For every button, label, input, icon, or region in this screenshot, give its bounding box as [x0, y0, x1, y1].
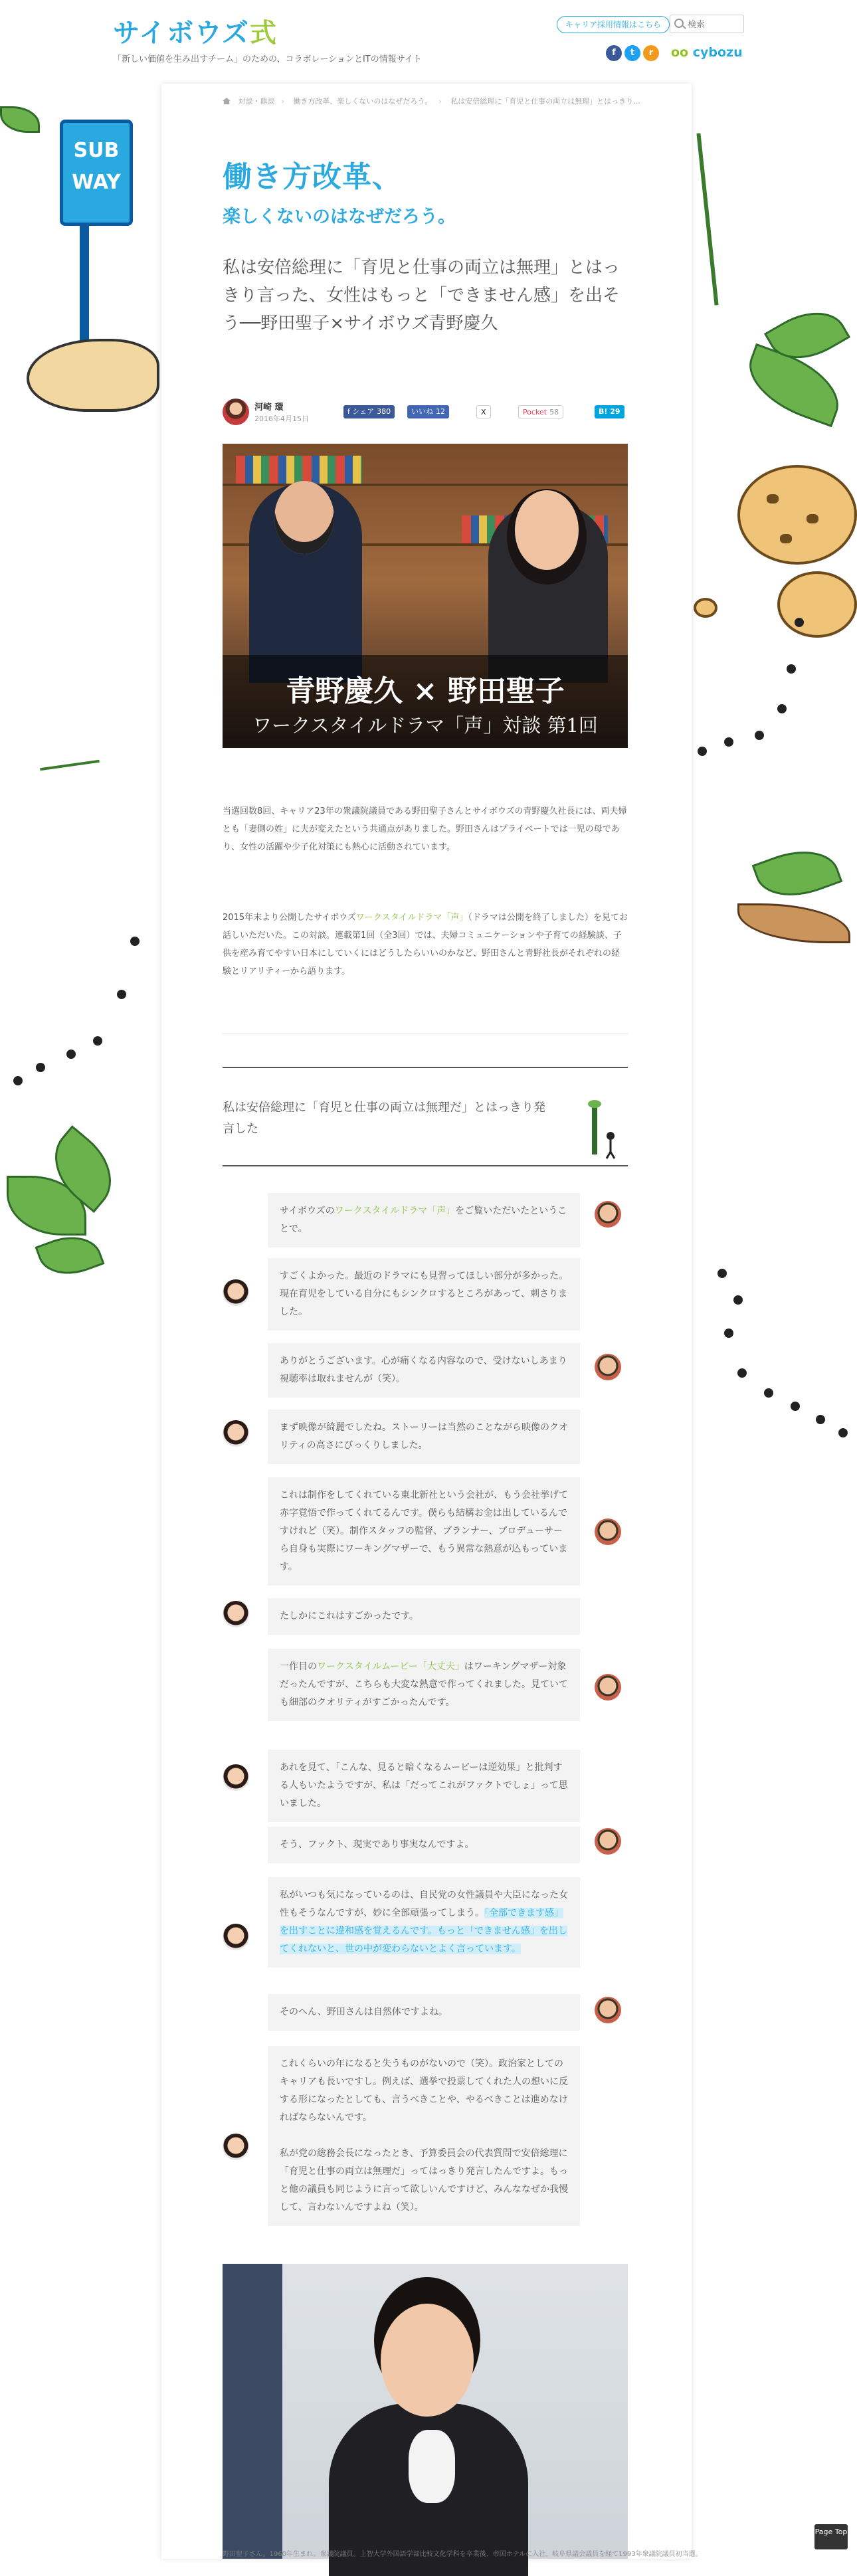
dialogue-bubble-aono: サイボウズのワークスタイルドラマ「声」をご覧いただいたということで。: [268, 1193, 580, 1247]
search-icon: [674, 19, 684, 28]
figure-illustration: [737, 1368, 747, 1378]
figure-illustration: [13, 1076, 23, 1085]
speaker-avatar-aono: [595, 1518, 621, 1545]
site-header: [0, 0, 853, 80]
page-top-button[interactable]: Page Top: [814, 2524, 848, 2549]
article-panel: [161, 84, 702, 2559]
figure-illustration: [787, 664, 796, 674]
figure-illustration: [777, 704, 787, 713]
figure-illustration: [724, 1329, 733, 1338]
dry-leaf-illustration: [737, 903, 850, 943]
figure-illustration: [117, 990, 126, 999]
breadcrumb: 対談・鼎談 › 働き方改革、楽しくないのはなぜだろう。 › 私は安倍総理に「育児と仕事の両立は無理」とはっきり...: [223, 96, 634, 106]
speaker-avatar-noda: [223, 2134, 249, 2160]
facebook-share-button[interactable]: f シェア 380: [343, 405, 395, 418]
hatena-bookmark-button[interactable]: B! 29: [595, 405, 624, 418]
figure-illustration: [764, 1388, 773, 1398]
dialogue-bubble-aono: ありがとうございます。心が痛くなる内容なので、受けないしあまり視聴率は取れませんが（笑）。: [268, 1343, 580, 1398]
dialogue-bubble-noda: たしかにこれはすごかったです。: [268, 1598, 580, 1635]
section-heading: [223, 1067, 628, 1166]
figure-illustration: [717, 1269, 727, 1278]
speaker-avatar-aono: [595, 1828, 621, 1855]
cybozu-logo[interactable]: oo cybozu: [671, 45, 743, 60]
speaker-avatar-noda: [223, 1420, 249, 1447]
author-name[interactable]: 河崎 環: [254, 403, 284, 413]
cookie-illustration: [737, 465, 857, 565]
drama-link[interactable]: ワークスタイルドラマ「声」: [355, 913, 468, 923]
article-title: 私は安倍総理に「育児と仕事の両立は無理」とはっきり言った、女性はもっと「できません感」を出そう──野田聖子×サイボウズ青野慶久: [223, 258, 620, 333]
dialogue-bubble-aono: そう、ファクト、現実であり事実なんですよ。: [268, 1827, 580, 1863]
speaker-avatar-aono: [595, 1201, 621, 1228]
leaf-illustration: [752, 838, 843, 909]
figure-illustration: [36, 1063, 45, 1072]
figure-illustration: [816, 1415, 825, 1424]
hero-caption-sub: ワークスタイルドラマ「声」対談 第1回: [252, 714, 598, 737]
home-icon[interactable]: [223, 98, 231, 104]
facebook-icon[interactable]: f: [606, 45, 622, 61]
breadcrumb-item[interactable]: 対談・鼎談: [238, 97, 275, 106]
breadcrumb-item: 私は安倍総理に「育児と仕事の両立は無理」とはっきり...: [450, 97, 640, 106]
search-input[interactable]: [688, 18, 741, 31]
career-link[interactable]: キャリア採用情報はこちら: [557, 16, 670, 33]
rss-icon[interactable]: r: [643, 45, 659, 61]
author-bar: [223, 399, 628, 428]
figure-illustration: [755, 731, 764, 740]
breadcrumb-item[interactable]: 働き方改革、楽しくないのはなぜだろう。: [293, 97, 432, 106]
cookie-illustration: [777, 571, 857, 638]
figure-illustration: [795, 618, 804, 627]
dialogue-bubble-noda: これくらいの年になると失うものがないので（笑）。政治家としてのキャリアも長いですし。例えば、選挙で投票してくれた人の想いに反する形になったとしても、言うべきことや、やるべきことは進めなければならないんです。 私が党の総務会長になったとき、予算委員会の代表質問で安倍総理に「育児と仕事の両立は無理だ」ってはっきり発言したんですよ。もっと他の議員も同じように言って欲しいんですけど、みんななぜか我慢して、言わないんですよね（笑）。: [268, 2046, 580, 2226]
figure-illustration: [130, 937, 140, 946]
hero-image: [223, 444, 628, 748]
crumb-illustration: [694, 598, 717, 618]
facebook-like-button[interactable]: いいね 12: [407, 405, 449, 418]
speaker-avatar-aono: [595, 1997, 621, 2023]
plant-stem-illustration: [696, 133, 718, 305]
twitter-icon[interactable]: t: [624, 45, 640, 61]
intro-paragraph: 当選回数8回、キャリア23年の衆議院議員である野田聖子さんとサイボウズの青野慶久社長には、両夫婦とも「妻側の姓」に夫が変えたという共通点がありました。野田さんはプライベートでは一児の母であり、女性の活躍や少子化対策にも熱心に活動されています。: [223, 806, 627, 852]
photo-caption: 野田聖子さん。1960年生まれ。衆議院議員。上智大学外国語学部比較文化学科を卒業後、帝国ホテルに入社。岐阜県議会議員を経て1993年衆議院議員初当選。: [223, 2551, 702, 2558]
hero-caption-main: 青野慶久 × 野田聖子: [286, 674, 565, 708]
speaker-avatar-aono: [595, 1354, 621, 1380]
subway-sign-illustration: SUB WAY: [60, 120, 133, 226]
figure-illustration: [581, 1095, 621, 1161]
figure-illustration: [698, 747, 707, 756]
drama-link[interactable]: ワークスタイルドラマ「声」: [334, 1206, 456, 1216]
figure-illustration: [791, 1402, 800, 1411]
dialogue-bubble-noda: 私がいつも気になっているのは、自民党の女性議員や大臣になった女性もそうなんですが、妙に全部頑張ってしまう。「全部できます感」を出すことに違和感を覚えるんです。もっと「できません感」を出してくれないと、世の中が変わらないとよく言っています。: [268, 1877, 580, 1968]
series-rubric[interactable]: 働き方改革、 楽しくないのはなぜだろう。: [223, 160, 456, 227]
section-heading-text: 私は安倍総理に「育児と仕事の両立は無理だ」とはっきり発言した: [223, 1101, 545, 1136]
dialogue-bubble-aono: これは制作をしてくれている東北新社という会社が、もう会社挙げて赤字覚悟で作ってくれてるんです。僕らも結構お金は出しているんですけれど（笑）。制作スタッフの監督、プランナー、プロデューサーら自身も実際にワーキングマザーで、もう異常な熱意が込もっています。: [268, 1477, 580, 1586]
author-avatar[interactable]: [223, 399, 249, 425]
movie-link[interactable]: ワークスタイルムービー「大丈夫」: [317, 1661, 464, 1672]
x-share-button[interactable]: X: [476, 405, 491, 418]
dialogue-bubble-noda: まず映像が綺麗でしたね。ストーリーは当然のことながら映像のクオリティの高さにびっくりしました。: [268, 1410, 580, 1464]
site-tagline: 「新しい価値を生み出すチーム」のための、コラボレーションとITの情報サイト: [113, 54, 422, 64]
site-logo[interactable]: サイボウズ式: [113, 18, 278, 48]
leaf-illustration: [0, 106, 40, 133]
speaker-avatar-aono: [595, 1674, 621, 1701]
dialogue-bubble-aono: そのへん、野田さんは自然体ですよね。: [268, 1994, 580, 2031]
figure-illustration: [733, 1295, 743, 1305]
figure-illustration: [724, 737, 733, 747]
speaker-avatar-noda: [223, 1924, 249, 1950]
figure-illustration: [838, 1428, 848, 1437]
speaker-avatar-noda: [223, 1601, 249, 1627]
dialogue-bubble-aono: 一作目のワークスタイルムービー「大丈夫」はワーキングマザー対象だったんですが、こちらも大変な熱意で作ってくれました。見ていても細部のクオリティがすごかったんです。: [268, 1649, 580, 1721]
speaker-avatar-noda: [223, 1279, 249, 1306]
dialogue-bubble-noda: あれを見て、「こんな、見ると暗くなるムービーは逆効果」と批判する人もいたようですが、私は「だってこれがファクトでしょ」って思いました。: [268, 1750, 580, 1822]
vine-illustration: [40, 760, 100, 771]
highlighted-quote: 「全部できます感」を出すことに違和感を覚えるんです。もっと「できません感」を出してくれないと、世の中が変わらないとよく言っています。: [280, 1908, 567, 1954]
publish-date: 2016年4月15日: [254, 414, 309, 423]
portrait-photo: [223, 2264, 702, 2559]
figure-illustration: [93, 1036, 102, 1046]
intro-paragraph: 2015年末より公開したサイボウズワークスタイルドラマ「声」（ドラマは公開を終了しました）を見てお話しいただいた。この対談。連載第1回（全3回）では、夫婦コミュニケーションや子育ての経験談、子供を産み育てやすい日本にしていくにはどうしたらいいのかなど、野田さんと青野社長がそれぞれの経験とリアリティーから語ります。: [223, 913, 628, 976]
pocket-button[interactable]: Pocket 58: [518, 405, 563, 418]
speaker-avatar-noda: [223, 1764, 249, 1791]
search-box[interactable]: [670, 15, 744, 33]
rock-illustration: [27, 339, 159, 412]
dialogue-bubble-noda: すごくよかった。最近のドラマにも見習ってほしい部分が多かった。現在育児をしている自分にもシンクロするところがあって、刺さりました。: [268, 1258, 580, 1331]
figure-illustration: [66, 1050, 76, 1059]
